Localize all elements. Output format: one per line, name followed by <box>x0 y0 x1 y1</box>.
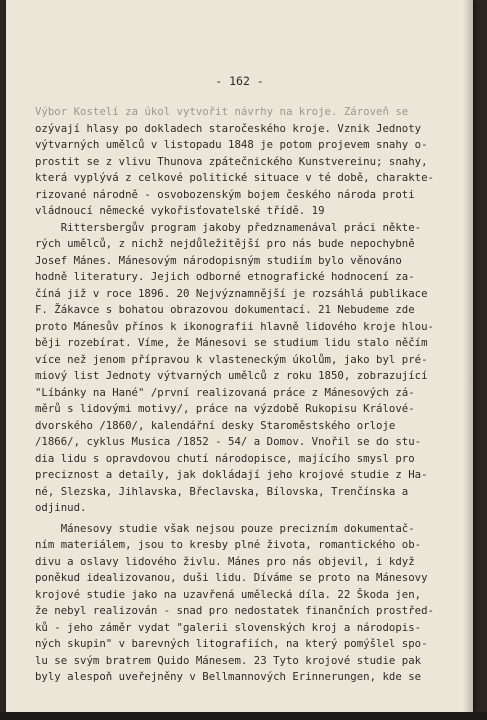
text-line-35: byly alespoň uveřejněny v Bellmannových Erinnerungen, kde se <box>35 670 422 683</box>
text-line-29: poněkud idealizovanou, duši lidu. Díváme se proto na Mánesovy <box>35 571 428 584</box>
text-line-2: ozývají hlasy po dokladech staročeského kroje. Vznik Jednoty <box>35 121 422 135</box>
text-line-24: né, Slezska, Jihlavska, Břeclavska, Bílovska, Trenčínska a <box>35 484 409 498</box>
text-line-27: ním materiálem, jsou to kresby plné života, romantického ob- <box>35 538 422 551</box>
text-line-26: Mánesovy studie však nejsou pouze precizním dokumentač- <box>35 521 415 535</box>
body-text <box>35 104 434 686</box>
text-line-22: dia lidu s opravdovou chutí národopisce, majícího smysl pro <box>35 451 415 465</box>
text-line-32: ků - jeho záměr vydat "galerii slovenských kroj a národopis- <box>35 620 422 634</box>
text-line-34: lu se svým bratrem Quido Mánesem. 23 Tyto krojové studie pak <box>35 653 422 667</box>
text-line-18: "Líbánky na Hané" /první realizovaná práce z Mánesových zá- <box>35 385 415 399</box>
text-line-25: odjinud. <box>35 501 87 514</box>
text-line-16: více než jenom přípravou k vlasteneckým úkolům, jako byl pré- <box>35 352 428 366</box>
page-number: - 162 - <box>215 74 264 88</box>
text-line-8: Rittersbergův program jakoby předznamenával práci někte- <box>35 220 422 234</box>
text-line-5: která vyplývá z celkové politické situace v té době, charakte- <box>35 171 434 184</box>
text-line-15: běji rozebírat. Víme, že Mánesovi se studium lidu stalo něčím <box>35 336 428 349</box>
text-line-9: rých umělců, z nichž nejdůležitější pro nás bude nepochybně <box>35 237 415 250</box>
text-line-11: hodně literatury. Jejich odborné etnografické hodnocení za- <box>35 270 415 283</box>
text-line-4: prostit se z vlivu Thunova zpátečnického Kunstvereinu; snahy, <box>35 154 428 168</box>
text-line-1: Výbor Kostelí za úkol vytvořit návrhy na kroje. Zároveň se <box>35 105 409 118</box>
document-page <box>6 0 473 712</box>
text-line-14: proto Mánesův přínos k ikonografii hlavně lidového kroje hlou- <box>35 319 434 333</box>
text-line-23: preciznost a detaily, jak dokládají jeho krojové studie z Ha- <box>35 468 428 481</box>
text-line-33: ných skupin" v barevných litografiích, na který pomýšlel spo- <box>35 637 428 650</box>
text-line-13: F. Žákavce s bohatou obrazovou dokumentací. 21 Nebudeme zde <box>35 303 415 316</box>
text-line-3: výtvarných umělců v listopadu 1848 je potom projevem snahy o- <box>35 138 428 151</box>
text-line-30: krojové studie jako na uzavřená umělecká díla. 22 Škoda jen, <box>35 587 422 601</box>
text-line-10: Josef Mánes. Mánesovým národopisným studiím bylo věnováno <box>35 253 402 267</box>
text-line-12: číná již v roce 1896. 20 Nejvýznamnější je rozsáhlá publikace <box>35 286 428 300</box>
text-line-19: měrů s lidovými motivy/, práce na výzdobě Rukopisu Králové- <box>35 402 415 415</box>
text-line-21: /1866/, cyklus Musica /1852 - 54/ a Domov. Vnořil se do stu- <box>35 435 422 448</box>
text-line-20: dvorského /1860/, kalendářní desky Staroměstského orloje <box>35 418 396 432</box>
text-line-17: miový list Jednoty výtvarných umělců z roku 1850, zobrazující <box>35 369 428 382</box>
text-line-31: že nebyl realizován - snad pro nedostatek finančních prostřed- <box>35 604 434 617</box>
text-line-7: vládnoucí německé vykořisťovatelské třídě. 19 <box>35 204 325 217</box>
text-line-6: rizované národně - osvobozenským bojem českého národa proti <box>35 187 415 201</box>
scan-background-edge <box>0 712 487 720</box>
text-line-28: divu a oslavy lidového živlu. Mánes pro nás objevil, i když <box>35 554 415 568</box>
